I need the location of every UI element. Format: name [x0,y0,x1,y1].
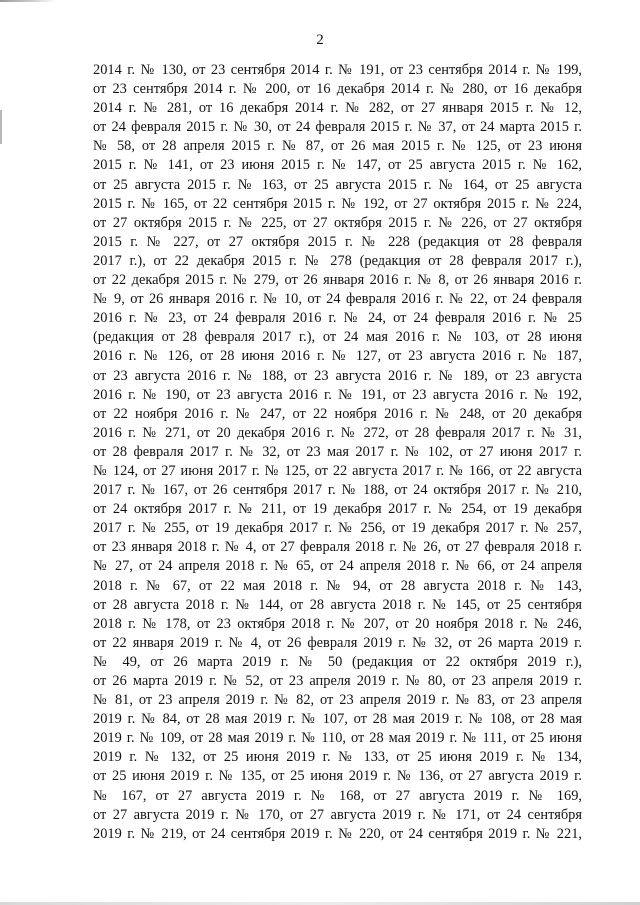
text-line: от 28 августа 2018 г. № 144, от 28 августа 2018 г. № 145, от 25 сентября [93,596,582,613]
scan-artifact-top [0,0,56,2]
document-body [93,61,582,844]
text-line: 2016 г. № 271, от 20 декабря 2016 г. № 272, от 28 февраля 2017 г. № 31, [93,424,582,441]
text-line: от 26 марта 2019 г. № 52, от 23 апреля 2019 г. № 80, от 23 апреля 2019 г. [93,673,582,689]
text-line: 2016 г. № 23, от 24 февраля 2016 г. № 24, от 24 февраля 2016 г. № 25 [93,310,582,327]
text-line: № 49, от 26 марта 2019 г. № 50 (редакция от 22 октября 2019 г.), [93,653,582,670]
text-line: от 22 декабря 2015 г. № 279, от 26 января 2016 г. № 8, от 26 января 2016 г. [93,272,582,289]
text-line: 2016 г. № 126, от 28 июня 2016 г. № 127, от 23 августа 2016 г. № 187, [93,348,582,365]
text-line: № 81, от 23 апреля 2019 г. № 82, от 23 апреля 2019 г. № 83, от 23 апреля [93,692,582,709]
text-line: от 22 ноября 2016 г. № 247, от 22 ноября 2016 г. № 248, от 20 декабря [93,405,582,422]
text-line: 2014 г. № 130, от 23 сентября 2014 г. № 191, от 23 сентября 2014 г. № 199, [93,62,582,78]
text-line: 2019 г. № 132, от 25 июня 2019 г. № 133, от 25 июня 2019 г. № 134, [93,749,582,766]
text-line: от 23 января 2018 г. № 4, от 27 февраля 2018 г. № 26, от 27 февраля 2018 г. [93,539,582,556]
text-line: 2019 г. № 219, от 24 сентября 2019 г. № 220, от 24 сентября 2019 г. № 221, [93,825,582,842]
text-line: 2014 г. № 281, от 16 декабря 2014 г. № 282, от 27 января 2015 г. № 12, [93,100,582,117]
scan-artifact-left [0,110,2,144]
text-line: 2015 г. № 165, от 22 сентября 2015 г. № 192, от 27 октября 2015 г. № 224, [93,195,582,212]
text-line: от 27 октября 2015 г. № 225, от 27 октября 2015 г. № 226, от 27 октября [93,214,582,231]
text-line: от 27 августа 2019 г. № 170, от 27 августа 2019 г. № 171, от 24 сентября [93,806,582,823]
text-line: от 28 февраля 2017 г. № 32, от 23 мая 2017 г. № 102, от 27 июня 2017 г. [93,443,582,460]
text-line: 2018 г. № 67, от 22 мая 2018 г. № 94, от 28 августа 2018 г. № 143, [93,577,582,594]
text-line: 2019 г. № 109, от 28 мая 2019 г. № 110, от 28 мая 2019 г. № 111, от 25 июня [93,730,582,747]
text-line: 2017 г. № 255, от 19 декабря 2017 г. № 256, от 19 декабря 2017 г. № 257, [93,520,582,537]
text-line: 2015 г. № 141, от 23 июня 2015 г. № 147, от 25 августа 2015 г. № 162, [93,157,582,174]
text-line: от 23 августа 2016 г. № 188, от 23 августа 2016 г. № 189, от 23 августа [93,367,582,384]
text-line: (редакция от 28 февраля 2017 г.), от 24 мая 2016 г. № 103, от 28 июня [93,329,582,346]
text-line: от 24 февраля 2015 г. № 30, от 24 февраля 2015 г. № 37, от 24 марта 2015 г. [93,119,582,136]
text-line: № 58, от 28 апреля 2015 г. № 87, от 26 мая 2015 г. № 125, от 23 июня [93,138,582,155]
text-line: от 25 июня 2019 г. № 135, от 25 июня 2019 г. № 136, от 27 августа 2019 г. [93,768,582,785]
text-line: № 167, от 27 августа 2019 г. № 168, от 27 августа 2019 г. № 169, [93,787,582,804]
page-number: 2 [316,32,324,48]
text-line: 2019 г. № 84, от 28 мая 2019 г. № 107, от 28 мая 2019 г. № 108, от 28 мая [93,711,582,728]
text-line: № 124, от 27 июня 2017 г. № 125, от 22 августа 2017 г. № 166, от 22 августа [93,462,582,479]
text-line: от 24 октября 2017 г. № 211, от 19 декабря 2017 г. № 254, от 19 декабря [93,501,582,518]
text-line: 2015 г. № 227, от 27 октября 2015 г. № 228 (редакция от 28 февраля [93,233,582,250]
text-line: от 25 августа 2015 г. № 163, от 25 августа 2015 г. № 164, от 25 августа [93,176,582,193]
text-line: 2017 г. № 167, от 26 сентября 2017 г. № 188, от 24 октября 2017 г. № 210, [93,482,582,499]
text-line: 2018 г. № 178, от 23 октября 2018 г. № 207, от 20 ноября 2018 г. № 246, [93,615,582,632]
text-line: от 23 сентября 2014 г. № 200, от 16 декабря 2014 г. № 280, от 16 декабря [93,81,582,98]
text-line: 2016 г. № 190, от 23 августа 2016 г. № 191, от 23 августа 2016 г. № 192, [93,386,582,403]
text-line: № 9, от 26 января 2016 г. № 10, от 24 февраля 2016 г. № 22, от 24 февраля [93,291,582,308]
text-line: от 22 января 2019 г. № 4, от 26 февраля 2019 г. № 32, от 26 марта 2019 г. [93,634,582,651]
text-line: № 27, от 24 апреля 2018 г. № 65, от 24 апреля 2018 г. № 66, от 24 апреля [93,558,582,575]
text-line: 2017 г.), от 22 декабря 2015 г. № 278 (редакция от 28 февраля 2017 г.), [93,252,582,269]
